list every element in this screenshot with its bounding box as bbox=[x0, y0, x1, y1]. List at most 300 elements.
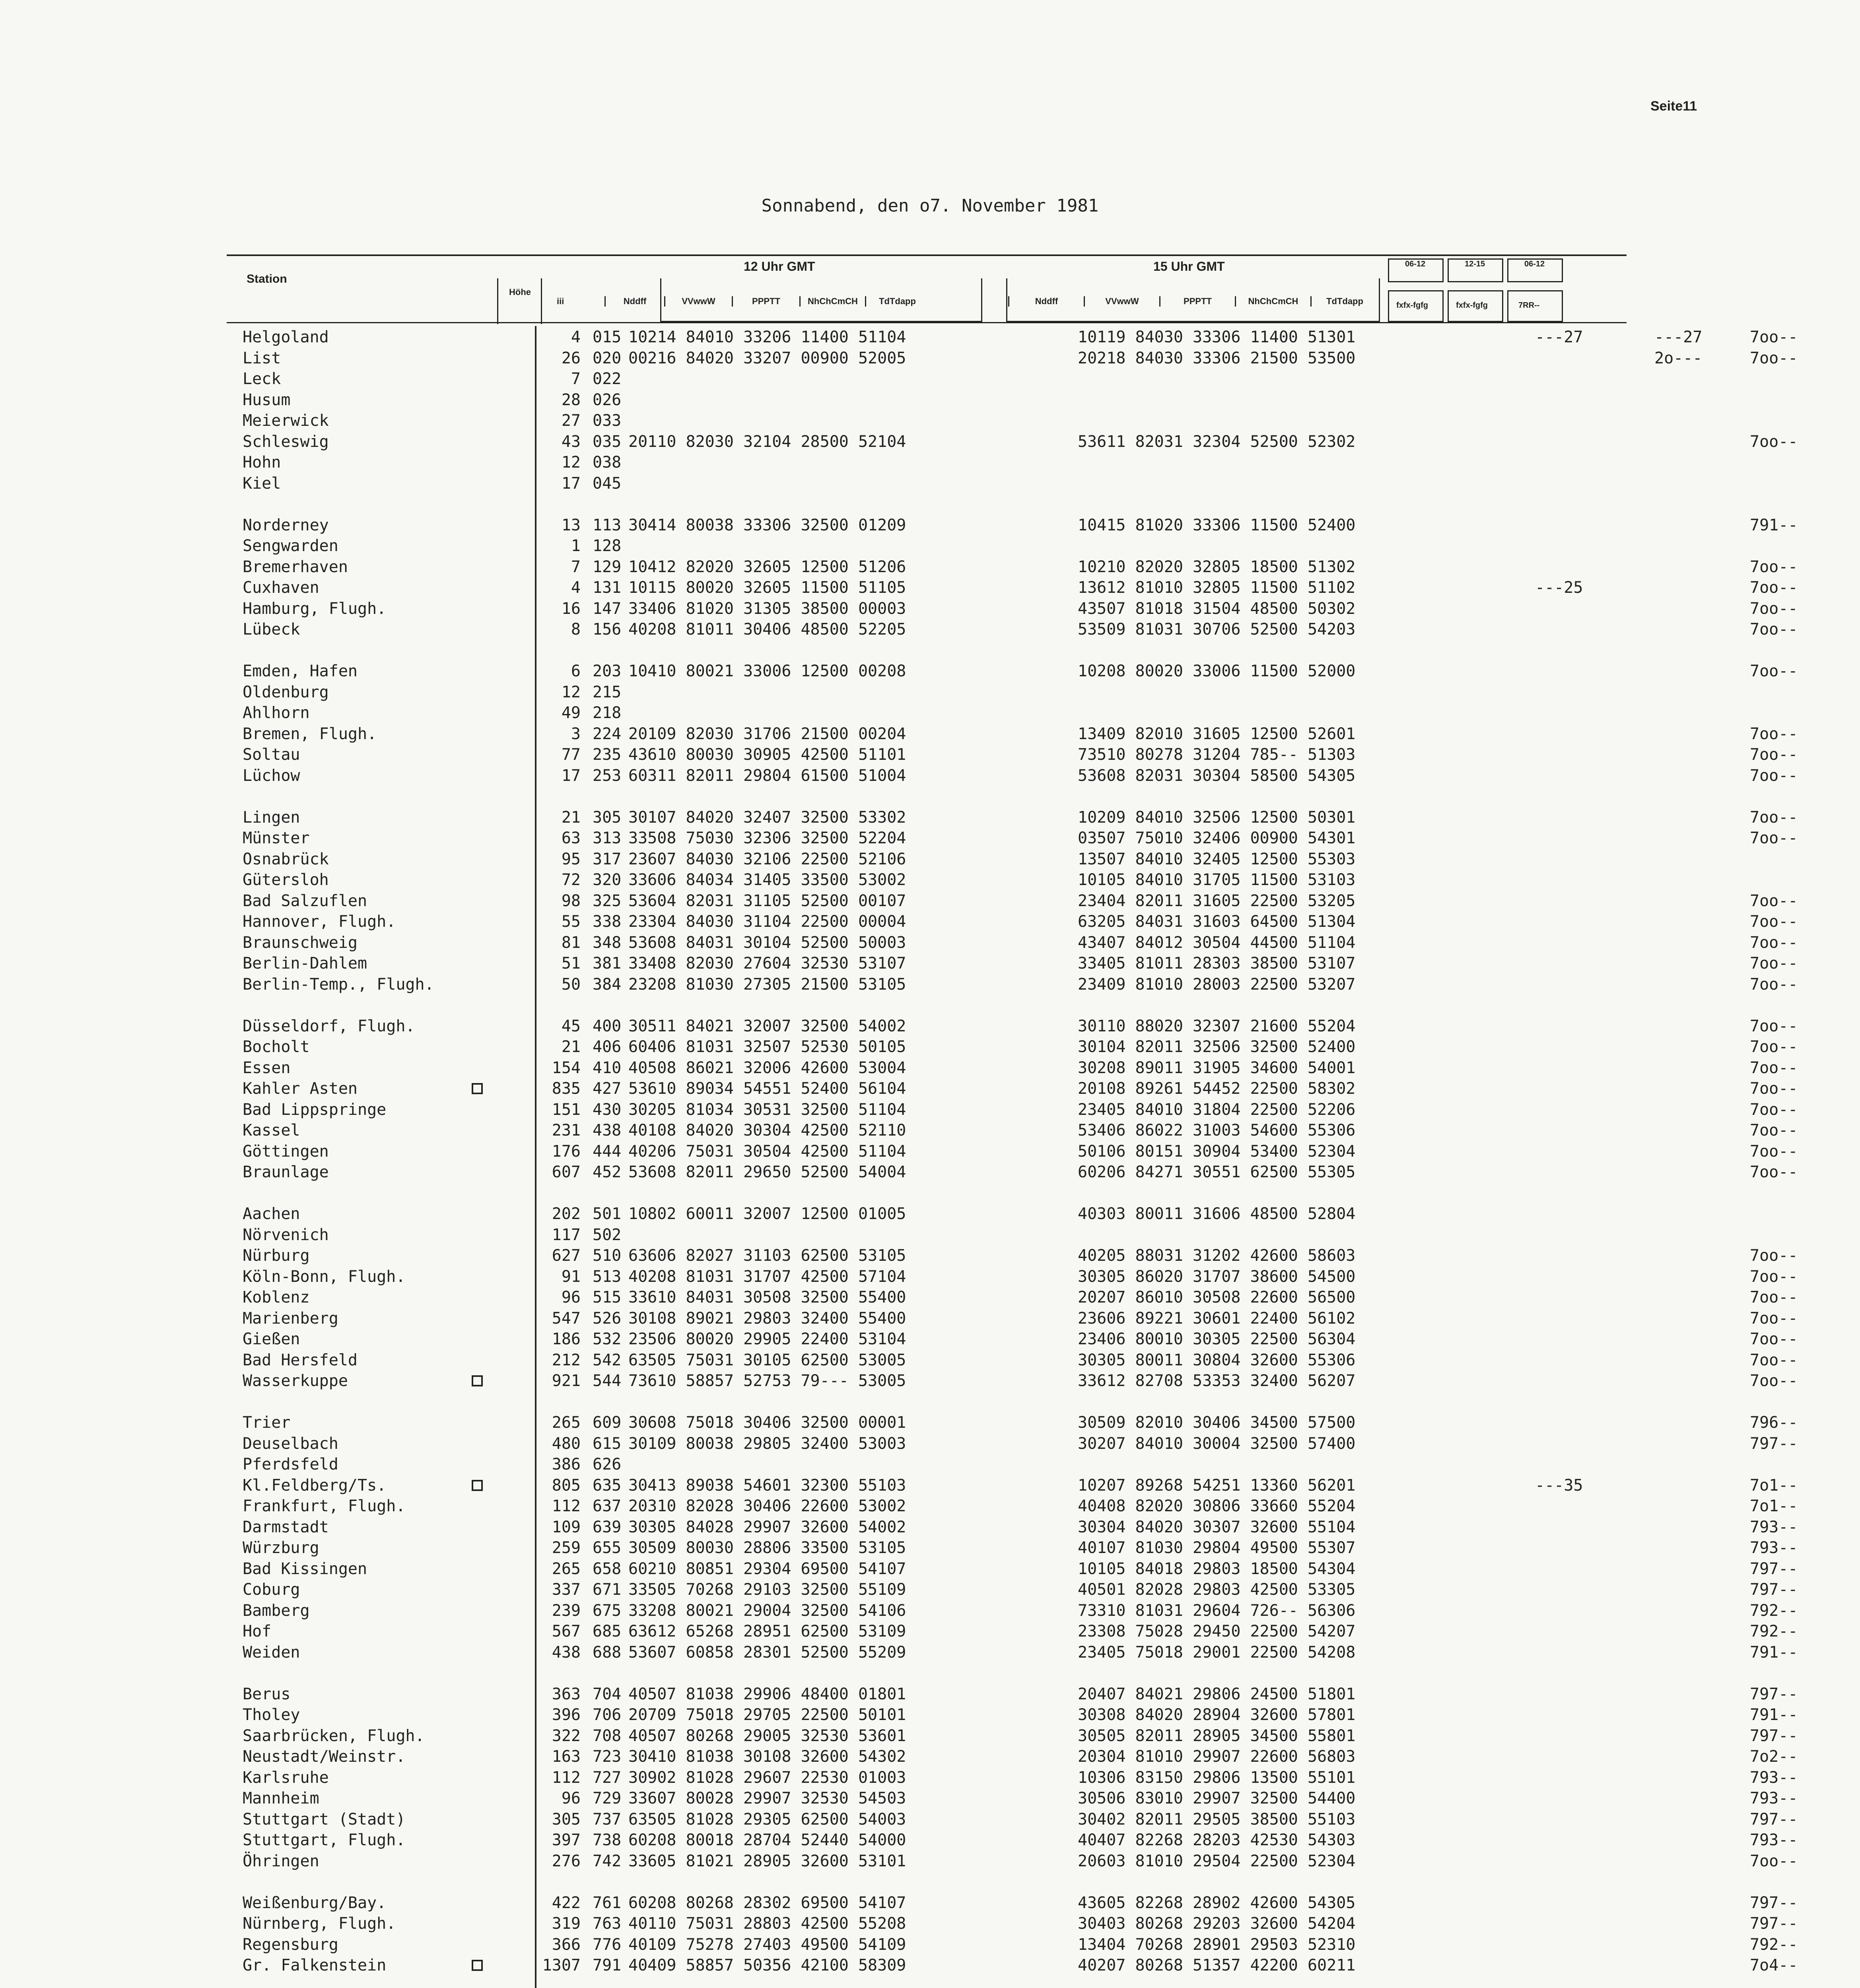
table-row bbox=[535, 1350, 1829, 1371]
gust-12-15-cell bbox=[1654, 369, 1750, 390]
obs-12-cell: 30608 75018 30406 32500 00001 bbox=[628, 1413, 906, 1432]
precip-06-12-cell: 797-- bbox=[1750, 1434, 1798, 1453]
height-cell: 117 bbox=[552, 1225, 581, 1244]
obs-15-cell: 10207 89268 54251 13360 56201 bbox=[1078, 1476, 1356, 1495]
no-marker bbox=[465, 1621, 489, 1642]
no-marker bbox=[465, 1433, 489, 1454]
precip-06-12-cell: 797-- bbox=[1750, 1893, 1798, 1912]
obs-15-cell: 30208 89011 31905 34600 54001 bbox=[1078, 1058, 1356, 1077]
obs-12-cell bbox=[628, 682, 1078, 703]
gust-06-12-cell bbox=[1535, 1454, 1654, 1475]
obs-15-cell: 73310 81031 29604 726-- 56306 bbox=[1078, 1601, 1356, 1620]
table-row bbox=[535, 703, 1829, 724]
precip-06-12-cell bbox=[1750, 870, 1829, 891]
gust-06-12-cell bbox=[1535, 1809, 1654, 1830]
obs-15-cell bbox=[1078, 640, 1535, 661]
obs-15-cell bbox=[1078, 1183, 1535, 1204]
obs-15-cell: 10415 81020 33306 11500 52400 bbox=[1078, 516, 1356, 534]
height-cell: 480 bbox=[552, 1434, 581, 1453]
obs-12-cell: 40508 86021 32006 42600 53004 bbox=[628, 1058, 906, 1077]
height-cell: 43 bbox=[561, 432, 581, 451]
precip-06-12-cell: 796-- bbox=[1750, 1413, 1798, 1432]
height-cell bbox=[535, 640, 585, 661]
station-number-cell: 038 bbox=[593, 453, 622, 472]
table-row bbox=[535, 1433, 1829, 1454]
precip-06-12-cell: 7oo-- bbox=[1750, 724, 1798, 743]
station-name: Pferdsfeld bbox=[243, 1455, 338, 1474]
obs-15-cell: 30305 86020 31707 38600 54500 bbox=[1078, 1267, 1356, 1286]
no-marker bbox=[465, 1559, 489, 1580]
gust-12-15-cell: ---27 bbox=[1654, 328, 1703, 346]
height-cell: 397 bbox=[552, 1831, 581, 1849]
table-row bbox=[535, 1371, 1829, 1392]
station-number-cell: 609 bbox=[593, 1413, 622, 1432]
obs-12-cell: 30414 80038 33306 32500 01209 bbox=[628, 516, 906, 534]
gust-06-12-cell bbox=[1535, 1308, 1654, 1329]
obs-12-cell: 33610 84031 30508 32500 55400 bbox=[628, 1288, 906, 1307]
table-row bbox=[535, 953, 1829, 974]
obs-12-cell: 40507 80268 29005 32530 53601 bbox=[628, 1726, 906, 1745]
no-marker bbox=[465, 661, 489, 682]
precip-06-12-cell: 7oo-- bbox=[1750, 912, 1798, 931]
gust-06-12-cell bbox=[1535, 953, 1654, 974]
precip-06-12-cell: 791-- bbox=[1750, 1706, 1798, 1724]
no-marker bbox=[465, 744, 489, 765]
station-name: Gr. Falkenstein bbox=[243, 1956, 387, 1974]
height-cell: 438 bbox=[552, 1643, 581, 1662]
table-row bbox=[535, 1308, 1829, 1329]
table-row bbox=[535, 431, 1829, 452]
station-name bbox=[243, 1392, 465, 1413]
gust-12-15-cell bbox=[1654, 1579, 1750, 1600]
station-number-cell: 438 bbox=[593, 1121, 622, 1140]
table-row bbox=[535, 1120, 1829, 1141]
station-name: Hamburg, Flugh. bbox=[243, 599, 387, 618]
station-name: Sengwarden bbox=[243, 537, 338, 555]
data-columns bbox=[535, 327, 1829, 1988]
gust-06-12-cell bbox=[1535, 1078, 1654, 1099]
station-name: Regensburg bbox=[243, 1935, 338, 1954]
gust-12-15-cell bbox=[1654, 1872, 1750, 1893]
height-cell: 422 bbox=[552, 1893, 581, 1912]
station-name: Würzburg bbox=[243, 1539, 319, 1557]
gust-12-15-cell bbox=[1654, 1245, 1750, 1266]
obs-15-cell: 50106 80151 30904 53400 52304 bbox=[1078, 1142, 1356, 1161]
table-row bbox=[535, 911, 1829, 932]
station-number-cell: 675 bbox=[593, 1601, 622, 1620]
group-06-12b: 06-12 bbox=[1524, 260, 1545, 268]
precip-06-12-cell: 792-- bbox=[1750, 1601, 1798, 1620]
station-number-cell: 022 bbox=[593, 370, 622, 388]
station-number-cell bbox=[585, 1976, 628, 1988]
no-marker bbox=[465, 1767, 489, 1788]
station-name: Osnabrück bbox=[243, 850, 329, 868]
station-name bbox=[243, 494, 465, 515]
station-name: Coburg bbox=[243, 1580, 300, 1599]
precip-06-12-cell: 7oo-- bbox=[1750, 1121, 1798, 1140]
gust-12-15-cell bbox=[1654, 1913, 1750, 1934]
obs-12-cell: 60210 80851 29304 69500 54107 bbox=[628, 1559, 906, 1578]
table-row bbox=[535, 1162, 1829, 1183]
gust-06-12-cell bbox=[1535, 1517, 1654, 1538]
gust-12-15-cell bbox=[1654, 1204, 1750, 1225]
table-row bbox=[535, 1788, 1829, 1809]
table-row bbox=[535, 515, 1829, 536]
gust-06-12-cell bbox=[1535, 807, 1654, 828]
height-cell: 547 bbox=[552, 1309, 581, 1328]
station-name: Nürnberg, Flugh. bbox=[243, 1914, 396, 1933]
precip-06-12-cell bbox=[1750, 1225, 1829, 1246]
obs-15-cell: 20407 84021 29806 24500 51801 bbox=[1078, 1685, 1356, 1703]
table-row bbox=[535, 744, 1829, 765]
height-cell: 4 bbox=[571, 579, 581, 597]
precip-06-12-cell bbox=[1750, 536, 1829, 557]
no-marker bbox=[465, 1893, 489, 1914]
gust-12-15-cell bbox=[1654, 995, 1750, 1016]
station-number-cell bbox=[585, 1872, 628, 1893]
station-number-cell: 544 bbox=[593, 1372, 622, 1390]
station-name: Gütersloh bbox=[243, 871, 329, 889]
table-row bbox=[535, 1746, 1829, 1767]
height-cell bbox=[535, 494, 585, 515]
height-cell: 366 bbox=[552, 1935, 581, 1954]
height-cell bbox=[535, 1183, 585, 1204]
obs-15-cell: 43605 82268 28902 42600 54305 bbox=[1078, 1893, 1356, 1912]
height-cell: 322 bbox=[552, 1726, 581, 1745]
gust-06-12-cell bbox=[1535, 1893, 1654, 1914]
height-cell: 7 bbox=[571, 370, 581, 388]
obs-15-cell: 10105 84010 31705 11500 53103 bbox=[1078, 871, 1356, 889]
table-row bbox=[535, 1016, 1829, 1037]
obs-15-cell bbox=[1078, 995, 1535, 1016]
obs-12-cell: 53607 60858 28301 52500 55209 bbox=[628, 1643, 906, 1662]
col15-nhch: NhChCmCH bbox=[1235, 296, 1310, 307]
no-marker bbox=[465, 1350, 489, 1371]
gust-06-12-cell bbox=[1535, 515, 1654, 536]
gust-12-15-cell bbox=[1654, 1684, 1750, 1705]
precip-06-12-cell bbox=[1750, 1976, 1829, 1988]
no-marker bbox=[465, 640, 489, 661]
no-marker bbox=[465, 1204, 489, 1225]
gust-12-15-cell bbox=[1654, 1663, 1750, 1684]
station-name: Frankfurt, Flugh. bbox=[243, 1497, 406, 1515]
obs-12-cell: 23506 80020 29905 22400 53104 bbox=[628, 1330, 906, 1348]
station-name: Essen bbox=[243, 1058, 291, 1077]
no-marker bbox=[465, 557, 489, 578]
gust-06-12-cell bbox=[1535, 1705, 1654, 1726]
gust-12-15-cell bbox=[1654, 1225, 1750, 1246]
gust-06-12-cell bbox=[1535, 1329, 1654, 1350]
station-number-cell: 400 bbox=[593, 1017, 622, 1035]
height-cell: 21 bbox=[561, 1038, 581, 1056]
height-cell: 28 bbox=[561, 390, 581, 409]
obs-15-cell: 03507 75010 32406 00900 54301 bbox=[1078, 829, 1356, 847]
obs-12-cell: 20310 82028 30406 22600 53002 bbox=[628, 1497, 906, 1515]
obs-15-cell: 23404 82011 31605 22500 53205 bbox=[1078, 891, 1356, 910]
station-number-cell bbox=[585, 1183, 628, 1204]
table-row bbox=[535, 452, 1829, 473]
no-marker bbox=[465, 1225, 489, 1246]
station-number-cell: 444 bbox=[593, 1142, 622, 1161]
no-marker bbox=[465, 452, 489, 473]
obs-15-cell: 23308 75028 29450 22500 54207 bbox=[1078, 1622, 1356, 1640]
precip-06-12-cell bbox=[1750, 452, 1829, 473]
precip-06-12-cell: 7oo-- bbox=[1750, 1267, 1798, 1286]
no-marker bbox=[465, 911, 489, 932]
height-cell: 8 bbox=[571, 620, 581, 639]
table-row bbox=[535, 1183, 1829, 1204]
obs-12-cell: 30509 80030 28806 33500 53105 bbox=[628, 1539, 906, 1557]
gust-12-15-cell bbox=[1654, 1266, 1750, 1287]
no-marker bbox=[465, 1809, 489, 1830]
precip-06-12-cell bbox=[1750, 1183, 1829, 1204]
no-marker bbox=[465, 1058, 489, 1079]
no-marker bbox=[465, 1726, 489, 1747]
obs-15-cell: 30509 82010 30406 34500 57500 bbox=[1078, 1413, 1356, 1432]
obs-12-cell: 10802 60011 32007 12500 01005 bbox=[628, 1205, 906, 1223]
table-row bbox=[535, 1767, 1829, 1788]
height-cell: 363 bbox=[552, 1685, 581, 1703]
no-marker bbox=[465, 536, 489, 557]
precip-06-12-cell bbox=[1750, 473, 1829, 494]
gust-12-15-cell bbox=[1654, 849, 1750, 870]
precip-06-12-cell: 797-- bbox=[1750, 1559, 1798, 1578]
table-row bbox=[535, 1684, 1829, 1705]
gust-06-12-cell bbox=[1535, 1350, 1654, 1371]
station-number-cell: 776 bbox=[593, 1935, 622, 1954]
obs-15-cell: 13404 70268 28901 29503 52310 bbox=[1078, 1935, 1356, 1954]
height-cell: 231 bbox=[552, 1121, 581, 1140]
table-row bbox=[535, 849, 1829, 870]
precip-06-12-cell: 793-- bbox=[1750, 1831, 1798, 1849]
obs-15-cell: 10209 84010 32506 12500 50301 bbox=[1078, 808, 1356, 827]
station-number-cell: 131 bbox=[593, 579, 622, 597]
mountain-station-marker bbox=[472, 1375, 483, 1386]
obs-12-cell: 33408 82030 27604 32530 53107 bbox=[628, 954, 906, 973]
no-marker bbox=[465, 1538, 489, 1559]
gust-12-15-cell bbox=[1654, 1705, 1750, 1726]
station-name: Nörvenich bbox=[243, 1225, 329, 1244]
gust-06-12-cell bbox=[1535, 1433, 1654, 1454]
station-number-cell: 427 bbox=[593, 1079, 622, 1098]
station-number-cell: 542 bbox=[593, 1351, 622, 1369]
station-name: Berlin-Dahlem bbox=[243, 954, 367, 973]
precip-06-12-cell: 793-- bbox=[1750, 1789, 1798, 1807]
gust-06-12-cell bbox=[1535, 369, 1654, 390]
station-name bbox=[243, 1183, 465, 1204]
gust-12-15-cell bbox=[1654, 1120, 1750, 1141]
obs-12-cell: 63612 65268 28951 62500 53109 bbox=[628, 1622, 906, 1640]
station-number-cell: 706 bbox=[593, 1706, 622, 1724]
obs-15-cell: 40501 82028 29803 42500 53305 bbox=[1078, 1580, 1356, 1599]
obs-12-cell: 63606 82027 31103 62500 53105 bbox=[628, 1246, 906, 1265]
gust-12-15-cell bbox=[1654, 473, 1750, 494]
gust-06-12-cell bbox=[1535, 911, 1654, 932]
gust-12-15-cell bbox=[1654, 1496, 1750, 1517]
gust-06-12-cell bbox=[1535, 431, 1654, 452]
precip-06-12-cell: 7oo-- bbox=[1750, 662, 1798, 680]
obs-15-cell bbox=[1078, 369, 1535, 390]
gust-06-12-cell bbox=[1535, 1204, 1654, 1225]
obs-12-cell bbox=[628, 786, 1078, 807]
obs-15-cell bbox=[1078, 1454, 1535, 1475]
station-number-cell bbox=[585, 1663, 628, 1684]
gust-12-15-cell bbox=[1654, 1183, 1750, 1204]
precip-06-12-cell: 7oo-- bbox=[1750, 766, 1798, 785]
station-name: Lüchow bbox=[243, 766, 300, 785]
no-marker bbox=[465, 515, 489, 536]
height-cell bbox=[535, 995, 585, 1016]
gust-12-15-cell bbox=[1654, 1559, 1750, 1580]
obs-15-cell: 53406 86022 31003 54600 55306 bbox=[1078, 1121, 1356, 1140]
station-number-cell: 658 bbox=[593, 1559, 622, 1578]
gust-06-12-cell bbox=[1535, 1955, 1654, 1976]
obs-15-cell: 40408 82020 30806 33660 55204 bbox=[1078, 1497, 1356, 1515]
table-row bbox=[535, 410, 1829, 431]
precip-06-12-cell: 7oo-- bbox=[1750, 1330, 1798, 1348]
obs-15-cell bbox=[1078, 682, 1535, 703]
gust-12-15-cell bbox=[1654, 807, 1750, 828]
station-number-cell: 384 bbox=[593, 975, 622, 994]
no-marker bbox=[465, 828, 489, 849]
no-marker bbox=[465, 473, 489, 494]
precip-06-12-cell bbox=[1750, 786, 1829, 807]
station-name: Stuttgart, Flugh. bbox=[243, 1831, 406, 1849]
height-cell: 17 bbox=[561, 474, 581, 493]
gust-12-15-cell bbox=[1654, 1141, 1750, 1162]
gust-12-15-cell bbox=[1654, 974, 1750, 995]
obs-12-cell bbox=[628, 1392, 1078, 1413]
precip-06-12-cell: 7oo-- bbox=[1750, 620, 1798, 639]
gust-12-15-cell bbox=[1654, 536, 1750, 557]
gust-06-12-cell: ---25 bbox=[1535, 579, 1583, 597]
precip-06-12-cell: 7o4-- bbox=[1750, 1956, 1798, 1974]
station-name: Hof bbox=[243, 1622, 272, 1640]
mountain-station-marker bbox=[472, 1960, 483, 1971]
height-cell: 16 bbox=[561, 599, 581, 618]
precip-06-12-cell: 7oo-- bbox=[1750, 975, 1798, 994]
height-cell: 49 bbox=[561, 704, 581, 722]
table-row bbox=[535, 1412, 1829, 1433]
height-cell: 607 bbox=[552, 1163, 581, 1181]
station-name: Emden, Hafen bbox=[243, 662, 358, 680]
obs-12-cell: 30107 84020 32407 32500 53302 bbox=[628, 808, 906, 827]
no-marker bbox=[465, 598, 489, 619]
gust-12-15-cell bbox=[1654, 1851, 1750, 1872]
no-marker bbox=[465, 1976, 489, 1988]
station-name: Oldenburg bbox=[243, 683, 329, 701]
obs-15-cell bbox=[1078, 1225, 1535, 1246]
station-number-cell: 526 bbox=[593, 1309, 622, 1328]
height-cell: 259 bbox=[552, 1539, 581, 1557]
gust-06-12-cell bbox=[1535, 682, 1654, 703]
precip-06-12-cell: 7oo-- bbox=[1750, 891, 1798, 910]
no-marker bbox=[465, 369, 489, 390]
station-name: Husum bbox=[243, 390, 291, 409]
no-marker bbox=[465, 1705, 489, 1726]
gust-06-12-cell bbox=[1535, 410, 1654, 431]
precip-06-12-cell bbox=[1750, 1392, 1829, 1413]
station-name: Bremen, Flugh. bbox=[243, 724, 377, 743]
gust-12-15-cell bbox=[1654, 1412, 1750, 1433]
obs-12-cell bbox=[628, 1183, 1078, 1204]
station-name bbox=[243, 1872, 465, 1893]
station-number-cell: 015 bbox=[593, 328, 622, 346]
obs-15-cell bbox=[1078, 410, 1535, 431]
station-name: Bad Lippspringe bbox=[243, 1100, 387, 1119]
obs-15-cell: 10210 82020 32805 18500 51302 bbox=[1078, 557, 1356, 576]
station-name: Weißenburg/Bay. bbox=[243, 1893, 387, 1912]
obs-12-cell: 33406 81020 31305 38500 00003 bbox=[628, 599, 906, 618]
gust-12-15-cell bbox=[1654, 786, 1750, 807]
gust-12-15-cell bbox=[1654, 1621, 1750, 1642]
gust-06-12-cell bbox=[1535, 703, 1654, 724]
height-cell: 154 bbox=[552, 1058, 581, 1077]
height-cell: 805 bbox=[552, 1476, 581, 1495]
precip-06-12-cell bbox=[1750, 640, 1829, 661]
station-name: Berus bbox=[243, 1685, 291, 1703]
height-cell: 51 bbox=[561, 954, 581, 973]
table-row bbox=[535, 1058, 1829, 1079]
obs-15-cell: 43507 81018 31504 48500 50302 bbox=[1078, 599, 1356, 618]
precip-06-12-cell bbox=[1750, 849, 1829, 870]
gust-12-15-cell bbox=[1654, 598, 1750, 619]
gust-06-12-cell bbox=[1535, 1037, 1654, 1058]
gust-12-15-cell bbox=[1654, 390, 1750, 411]
gust-06-12-cell bbox=[1535, 1099, 1654, 1120]
obs-15-cell: 30505 82011 28905 34500 55801 bbox=[1078, 1726, 1356, 1745]
obs-12-cell: 30205 81034 30531 32500 51104 bbox=[628, 1100, 906, 1119]
station-name bbox=[243, 1976, 465, 1988]
gust-06-12-cell bbox=[1535, 1684, 1654, 1705]
gust-12-15-cell bbox=[1654, 682, 1750, 703]
height-cell bbox=[535, 1663, 585, 1684]
height-cell: 396 bbox=[552, 1706, 581, 1724]
no-marker bbox=[465, 1037, 489, 1058]
no-marker bbox=[465, 953, 489, 974]
gust-12-15-cell bbox=[1654, 577, 1750, 598]
obs-15-cell: 10119 84030 33306 11400 51301 bbox=[1078, 328, 1356, 346]
table-row bbox=[535, 1893, 1829, 1914]
col15-tdtd: TdTdapp bbox=[1310, 296, 1378, 307]
gust-06-12-cell bbox=[1535, 828, 1654, 849]
precip-06-12-cell: 7oo-- bbox=[1750, 1017, 1798, 1035]
gust-12-15-cell bbox=[1654, 515, 1750, 536]
gust-12-15-cell bbox=[1654, 1454, 1750, 1475]
table-row bbox=[535, 1078, 1829, 1099]
obs-12-cell: 60208 80018 28704 52440 54000 bbox=[628, 1831, 906, 1849]
no-marker bbox=[465, 724, 489, 745]
obs-15-cell: 30506 83010 29907 32500 54400 bbox=[1078, 1789, 1356, 1807]
station-name: Leck bbox=[243, 370, 281, 388]
mountain-station-marker bbox=[472, 1083, 483, 1094]
station-name: Aachen bbox=[243, 1205, 300, 1223]
table-row bbox=[535, 1851, 1829, 1872]
gust-06-12-cell bbox=[1535, 765, 1654, 786]
no-marker bbox=[465, 1392, 489, 1413]
station-name: Koblenz bbox=[243, 1288, 310, 1307]
no-marker bbox=[465, 1642, 489, 1663]
table-row bbox=[535, 1392, 1829, 1413]
col15-ppptt: PPPTT bbox=[1159, 296, 1235, 307]
station-name: Göttingen bbox=[243, 1142, 329, 1161]
station-number-cell: 235 bbox=[593, 746, 622, 764]
station-name: Öhringen bbox=[243, 1852, 319, 1870]
precip-06-12-cell bbox=[1750, 410, 1829, 431]
station-number-cell: 325 bbox=[593, 891, 622, 910]
precip-06-12-cell bbox=[1750, 703, 1829, 724]
obs-15-cell: 40303 80011 31606 48500 52804 bbox=[1078, 1205, 1356, 1223]
